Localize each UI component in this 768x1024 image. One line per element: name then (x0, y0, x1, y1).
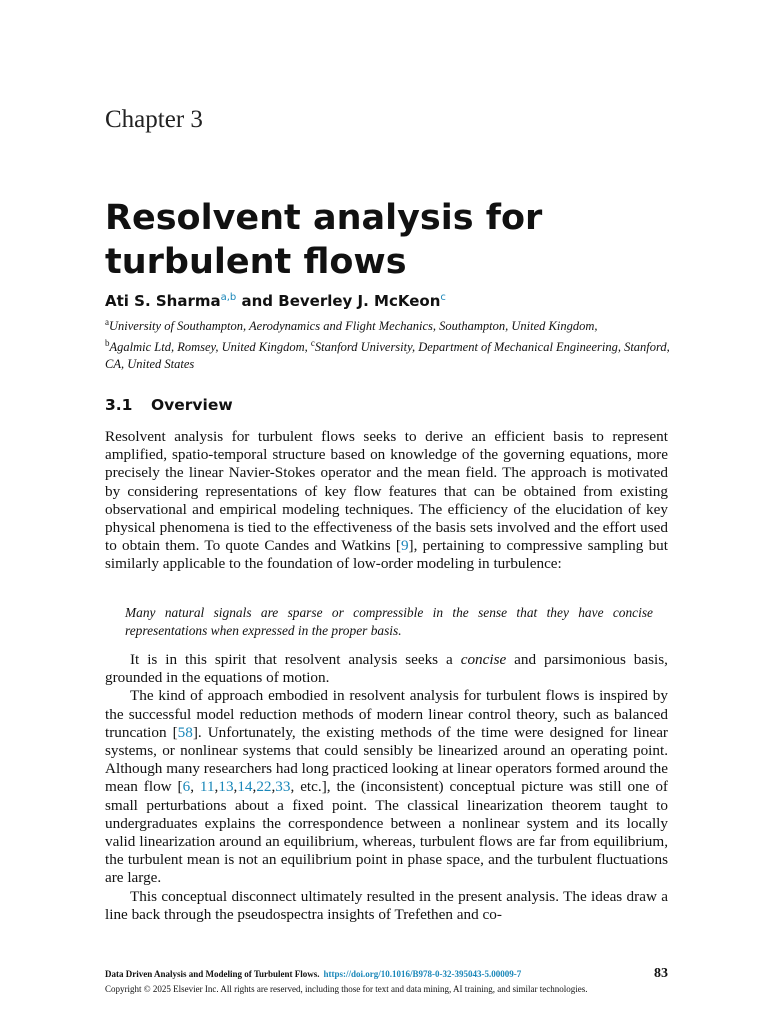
body-text (105, 651, 668, 924)
doi-link[interactable]: https://doi.org/10.1016/B978-0-32-395043-5.00009-7 (323, 969, 522, 979)
citation-link[interactable]: 22 (256, 778, 272, 796)
author-conjunction: and (236, 292, 279, 310)
emphasis: concise (460, 651, 507, 668)
citation-separator: , (233, 778, 238, 796)
section-heading (105, 396, 233, 414)
paragraph-text: It is in this spirit that resolvent analysis seeks a (130, 651, 461, 668)
citation-separator: , (214, 778, 219, 796)
section-number: 3.1 (105, 396, 133, 414)
author-line (105, 292, 446, 310)
author-affiliation-mark[interactable]: a,b (220, 292, 237, 303)
paragraph-text: Resolvent analysis for turbulent flows seeks to derive an efficient basis to represent amplified, spatio-temporal structure based on knowledge of the governing equations, more precisely the linear Navier-Stokes operator and the mean field. The approach is motivated by considering representations of key flow features that can be obtained from existing observational and empirical modeling techniques. The efficiency of the elucidation of key physical phenomena is tied to the effectiveness of the basis sets involved and the effort used to obtain them. To quote Candes and Watkins [ (105, 428, 668, 555)
affiliation-mark: b (105, 338, 110, 349)
chapter-title: Resolvent analysis for turbulent flows (105, 198, 543, 282)
citation-separator: , (271, 778, 276, 796)
paragraph-text: The kind of approach embodied in resolvent analysis for turbulent flows is inspired by the successful model reduction methods of modern linear control theory, such as balanced truncation [ (105, 687, 668, 741)
paragraph-text: , etc.], the (inconsistent) conceptual picture was still one of small perturbations about a fixed point. The classical linearization theorem taught to undergraduates explains the correspondence between a nonlinear system and its locally valid linearization around an equilibrium, whereas, turbulent flows are far from equilibrium, the turbulent mean is not an equilibrium point in phase space, and the turbulent fluctuations are large. (105, 778, 668, 887)
affiliation-mark: c (310, 338, 315, 349)
affiliations (105, 314, 675, 373)
book-title: Data Driven Analysis and Modeling of Turbulent Flows. (105, 969, 320, 979)
paragraph-text: ], pertaining to compressive sampling but similarly applicable to the foundation of low-order modeling in turbulence: (105, 537, 668, 573)
body-paragraph (105, 687, 668, 887)
citation-link[interactable]: 11 (199, 778, 215, 796)
paragraph-text: ]. Unfortunately, the existing methods of the time were designed for linear systems, or nonlinear systems that could sensibly be linearized around an operating point. Although many researchers had long practiced looking at linear operators formed around the mean flow [ (105, 723, 668, 796)
author-affiliation-mark[interactable]: c (440, 292, 446, 303)
citation-separator: , (252, 778, 257, 796)
chapter-label: Chapter 3 (105, 106, 203, 133)
page-number: 83 (654, 966, 668, 981)
author-name: Beverley J. McKeon (278, 292, 441, 310)
affiliation-text: Agalmic Ltd, Romsey, United Kingdom, (109, 340, 311, 355)
block-quote: Many natural signals are sparse or compressible in the sense that they have concise representations when expressed in the proper basis. (125, 605, 653, 638)
citation-link[interactable]: 6 (182, 778, 191, 796)
body-paragraph (105, 428, 668, 574)
body-paragraph: This conceptual disconnect ultimately resulted in the present analysis. The ideas draw a line back through the pseudospectra insights of Trefethen and co- (105, 887, 668, 923)
citation-link[interactable]: 13 (218, 778, 234, 796)
affiliation-text: University of Southampton, Aerodynamics and Flight Mechanics, Southampton, United Kingdom, (109, 319, 598, 334)
section-title: Overview (151, 396, 233, 414)
citation-link[interactable]: 9 (400, 537, 409, 555)
citation-link[interactable]: 14 (237, 778, 253, 796)
footer-citation-line (105, 966, 668, 982)
citation-link[interactable]: 33 (275, 778, 291, 796)
body-paragraph (105, 651, 668, 687)
citation-separator: , (190, 778, 200, 796)
paragraph-text: and parsimonious basis, grounded in the equations of motion. (105, 651, 668, 687)
author-name: Ati S. Sharma (105, 292, 221, 310)
affiliation-text: Stanford University, Department of Mechanical Engineering, Stanford, CA, United States (105, 340, 670, 372)
affiliation-mark: a (105, 317, 109, 327)
copyright-notice: Copyright © 2025 Elsevier Inc. All rights are reserved, including those for text and data mining, AI training, and similar technologies. (105, 984, 588, 994)
page-footer (105, 966, 668, 994)
citation-link[interactable]: 58 (177, 723, 193, 741)
